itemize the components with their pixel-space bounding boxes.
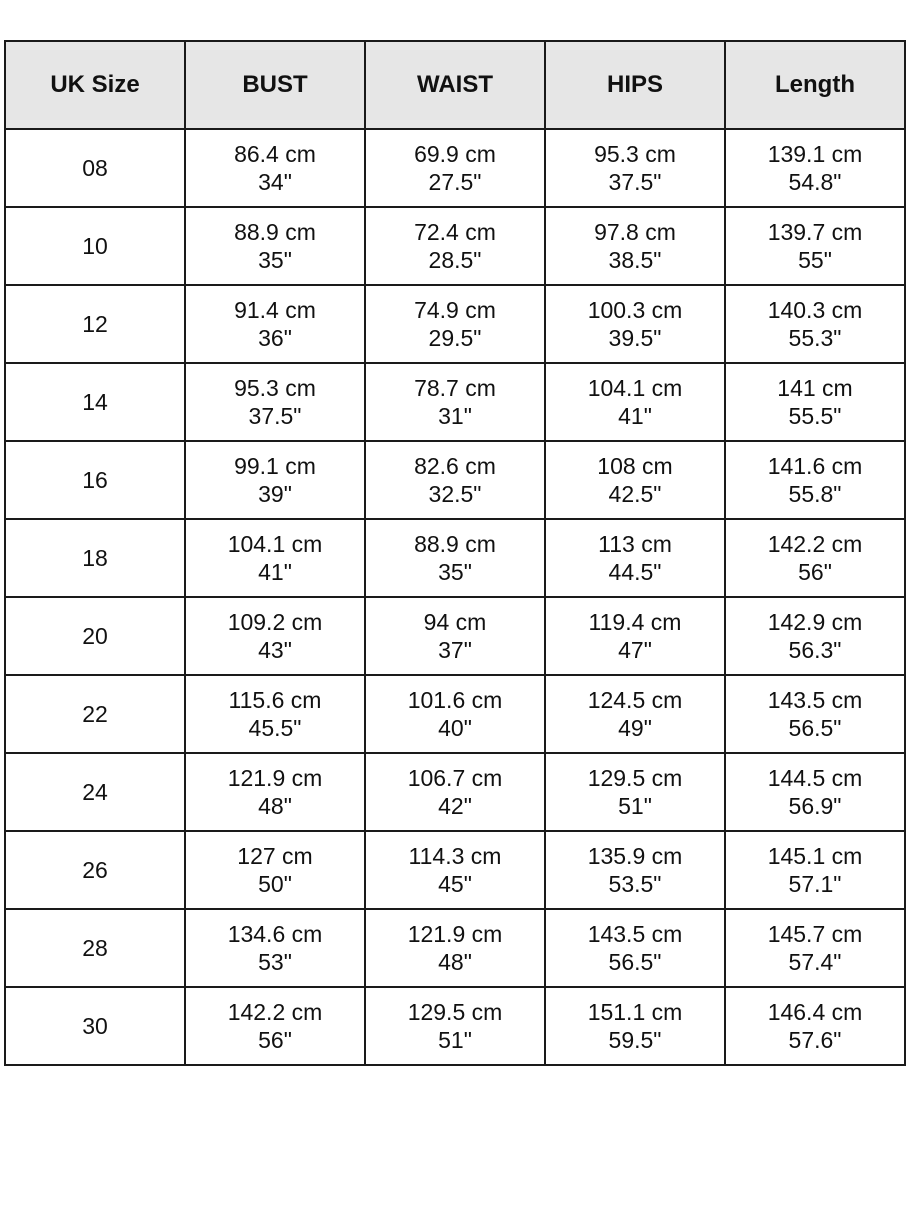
- waist-cell: [365, 363, 545, 441]
- waist-cm-value: 94 cm: [423, 609, 487, 635]
- table-header: [5, 41, 905, 129]
- waist-cell: [365, 441, 545, 519]
- table-row: [5, 675, 905, 753]
- hips-cm-value: 113 cm: [598, 531, 672, 557]
- bust-cm-value: 86.4 cm: [234, 141, 316, 167]
- length-cell: [725, 207, 905, 285]
- hips-cm-value: 129.5 cm: [587, 765, 683, 791]
- table-row: [5, 129, 905, 207]
- hips-cell: [545, 675, 725, 753]
- size-chart-table: [4, 40, 906, 1066]
- length-inch-value: 57.4": [788, 949, 842, 975]
- hips-cell: [545, 597, 725, 675]
- hips-inch-value: 49": [618, 715, 652, 741]
- bust-cm-value: 121.9 cm: [227, 765, 323, 791]
- size-cell: 26: [5, 831, 185, 909]
- size-cell: 18: [5, 519, 185, 597]
- size-cell: 28: [5, 909, 185, 987]
- hips-cell: [545, 285, 725, 363]
- length-inch-value: 54.8": [788, 169, 842, 195]
- waist-cm-value: 82.6 cm: [414, 453, 496, 479]
- length-inch-value: 55.5": [788, 403, 842, 429]
- header-length: Length: [725, 41, 905, 129]
- length-cell: [725, 285, 905, 363]
- table-row: [5, 441, 905, 519]
- waist-inch-value: 27.5": [428, 169, 482, 195]
- length-inch-value: 55.8": [788, 481, 842, 507]
- hips-cm-value: 108 cm: [597, 453, 673, 479]
- hips-inch-value: 47": [618, 637, 652, 663]
- waist-cm-value: 72.4 cm: [414, 219, 496, 245]
- hips-cm-value: 95.3 cm: [594, 141, 676, 167]
- hips-cell: [545, 207, 725, 285]
- length-cell: [725, 909, 905, 987]
- table-row: [5, 363, 905, 441]
- bust-cm-value: 127 cm: [237, 843, 313, 869]
- length-cell: [725, 831, 905, 909]
- bust-cm-value: 88.9 cm: [234, 219, 316, 245]
- bust-inch-value: 41": [258, 559, 292, 585]
- hips-inch-value: 42.5": [608, 481, 662, 507]
- waist-cell: [365, 519, 545, 597]
- length-cm-value: 142.2 cm: [767, 531, 863, 557]
- length-cell: [725, 363, 905, 441]
- bust-inch-value: 36": [258, 325, 292, 351]
- length-cm-value: 140.3 cm: [767, 297, 863, 323]
- hips-cell: [545, 129, 725, 207]
- size-cell: 10: [5, 207, 185, 285]
- hips-cm-value: 135.9 cm: [587, 843, 683, 869]
- waist-cell: [365, 753, 545, 831]
- length-cell: [725, 129, 905, 207]
- length-cm-value: 141 cm: [777, 375, 853, 401]
- length-cell: [725, 441, 905, 519]
- waist-cell: [365, 207, 545, 285]
- length-cm-value: 145.1 cm: [767, 843, 863, 869]
- waist-cell: [365, 831, 545, 909]
- bust-inch-value: 35": [258, 247, 292, 273]
- bust-cell: [185, 207, 365, 285]
- waist-inch-value: 32.5": [428, 481, 482, 507]
- hips-cm-value: 119.4 cm: [588, 609, 682, 635]
- waist-inch-value: 51": [438, 1027, 472, 1053]
- hips-cell: [545, 519, 725, 597]
- bust-inch-value: 37.5": [248, 403, 302, 429]
- header-bust: BUST: [185, 41, 365, 129]
- header-waist: WAIST: [365, 41, 545, 129]
- bust-cell: [185, 909, 365, 987]
- bust-cell: [185, 129, 365, 207]
- bust-inch-value: 45.5": [248, 715, 302, 741]
- table-row: [5, 753, 905, 831]
- waist-inch-value: 28.5": [428, 247, 482, 273]
- hips-cm-value: 97.8 cm: [594, 219, 676, 245]
- bust-cm-value: 104.1 cm: [227, 531, 323, 557]
- table-body: [5, 129, 905, 1065]
- waist-cell: [365, 129, 545, 207]
- hips-cell: [545, 909, 725, 987]
- length-cm-value: 144.5 cm: [767, 765, 863, 791]
- hips-inch-value: 56.5": [608, 949, 662, 975]
- hips-inch-value: 39.5": [608, 325, 662, 351]
- waist-inch-value: 29.5": [428, 325, 482, 351]
- hips-inch-value: 59.5": [608, 1027, 662, 1053]
- waist-inch-value: 42": [438, 793, 472, 819]
- hips-cell: [545, 987, 725, 1065]
- size-cell: 30: [5, 987, 185, 1065]
- hips-cm-value: 104.1 cm: [587, 375, 683, 401]
- bust-cm-value: 109.2 cm: [227, 609, 323, 635]
- hips-cell: [545, 363, 725, 441]
- bust-inch-value: 50": [258, 871, 292, 897]
- length-inch-value: 56.9": [788, 793, 842, 819]
- size-cell: 14: [5, 363, 185, 441]
- waist-cm-value: 129.5 cm: [407, 999, 503, 1025]
- bust-inch-value: 56": [258, 1027, 292, 1053]
- hips-inch-value: 51": [618, 793, 652, 819]
- hips-inch-value: 37.5": [608, 169, 662, 195]
- hips-cm-value: 100.3 cm: [587, 297, 683, 323]
- header-uk-size: UK Size: [5, 41, 185, 129]
- table-row: [5, 987, 905, 1065]
- table-row: [5, 831, 905, 909]
- bust-inch-value: 43": [258, 637, 292, 663]
- waist-cm-value: 114.3 cm: [408, 843, 502, 869]
- length-inch-value: 56.3": [788, 637, 842, 663]
- table-row: [5, 909, 905, 987]
- bust-cell: [185, 285, 365, 363]
- hips-cell: [545, 441, 725, 519]
- bust-cm-value: 99.1 cm: [234, 453, 316, 479]
- header-hips: HIPS: [545, 41, 725, 129]
- waist-inch-value: 48": [438, 949, 472, 975]
- waist-cm-value: 101.6 cm: [407, 687, 503, 713]
- bust-cm-value: 91.4 cm: [234, 297, 316, 323]
- length-cm-value: 145.7 cm: [767, 921, 863, 947]
- length-inch-value: 55.3": [788, 325, 842, 351]
- waist-cell: [365, 909, 545, 987]
- table-row: [5, 207, 905, 285]
- waist-cell: [365, 285, 545, 363]
- hips-cell: [545, 753, 725, 831]
- length-inch-value: 57.1": [788, 871, 842, 897]
- hips-inch-value: 41": [618, 403, 652, 429]
- bust-cell: [185, 597, 365, 675]
- length-inch-value: 57.6": [788, 1027, 842, 1053]
- length-inch-value: 55": [798, 247, 832, 273]
- bust-cm-value: 95.3 cm: [234, 375, 316, 401]
- waist-cell: [365, 675, 545, 753]
- bust-cell: [185, 441, 365, 519]
- waist-inch-value: 35": [438, 559, 472, 585]
- bust-cell: [185, 519, 365, 597]
- bust-cell: [185, 753, 365, 831]
- hips-cell: [545, 831, 725, 909]
- size-cell: 24: [5, 753, 185, 831]
- length-cell: [725, 987, 905, 1065]
- waist-inch-value: 37": [438, 637, 472, 663]
- waist-cm-value: 106.7 cm: [407, 765, 503, 791]
- bust-inch-value: 53": [258, 949, 292, 975]
- bust-cm-value: 115.6 cm: [228, 687, 322, 713]
- hips-cm-value: 124.5 cm: [587, 687, 683, 713]
- length-cm-value: 143.5 cm: [767, 687, 863, 713]
- length-cm-value: 142.9 cm: [767, 609, 863, 635]
- header-row: [5, 41, 905, 129]
- size-cell: 12: [5, 285, 185, 363]
- waist-inch-value: 31": [438, 403, 472, 429]
- hips-inch-value: 53.5": [608, 871, 662, 897]
- length-cm-value: 139.7 cm: [767, 219, 863, 245]
- waist-cell: [365, 987, 545, 1065]
- waist-cm-value: 78.7 cm: [414, 375, 496, 401]
- bust-cell: [185, 831, 365, 909]
- bust-inch-value: 34": [258, 169, 292, 195]
- length-inch-value: 56.5": [788, 715, 842, 741]
- table-row: [5, 519, 905, 597]
- length-cm-value: 146.4 cm: [767, 999, 863, 1025]
- waist-inch-value: 40": [438, 715, 472, 741]
- length-cell: [725, 519, 905, 597]
- bust-cell: [185, 675, 365, 753]
- length-inch-value: 56": [798, 559, 832, 585]
- bust-inch-value: 39": [258, 481, 292, 507]
- bust-inch-value: 48": [258, 793, 292, 819]
- table-row: [5, 597, 905, 675]
- length-cell: [725, 753, 905, 831]
- length-cell: [725, 597, 905, 675]
- waist-cm-value: 69.9 cm: [414, 141, 496, 167]
- table-row: [5, 285, 905, 363]
- size-cell: 22: [5, 675, 185, 753]
- bust-cell: [185, 987, 365, 1065]
- waist-cell: [365, 597, 545, 675]
- hips-cm-value: 151.1 cm: [587, 999, 683, 1025]
- bust-cm-value: 142.2 cm: [227, 999, 323, 1025]
- bust-cell: [185, 363, 365, 441]
- length-cm-value: 139.1 cm: [767, 141, 863, 167]
- size-cell: 16: [5, 441, 185, 519]
- length-cm-value: 141.6 cm: [767, 453, 863, 479]
- hips-cm-value: 143.5 cm: [587, 921, 683, 947]
- waist-inch-value: 45": [438, 871, 472, 897]
- waist-cm-value: 74.9 cm: [414, 297, 496, 323]
- hips-inch-value: 44.5": [608, 559, 662, 585]
- waist-cm-value: 88.9 cm: [414, 531, 496, 557]
- size-cell: 08: [5, 129, 185, 207]
- length-cell: [725, 675, 905, 753]
- bust-cm-value: 134.6 cm: [227, 921, 323, 947]
- size-cell: 20: [5, 597, 185, 675]
- hips-inch-value: 38.5": [608, 247, 662, 273]
- waist-cm-value: 121.9 cm: [407, 921, 503, 947]
